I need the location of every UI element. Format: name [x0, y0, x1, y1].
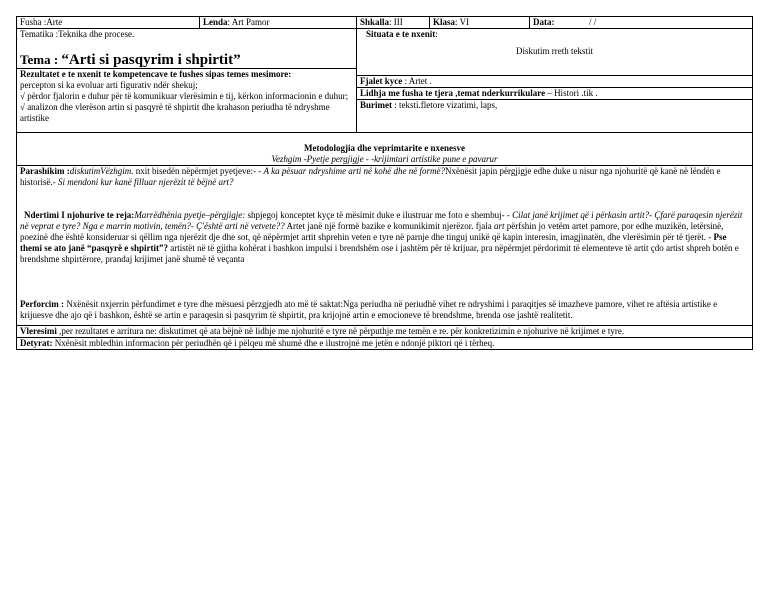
- situata-label: Situata e te nxenit: [366, 29, 436, 39]
- data-label: Data:: [533, 17, 555, 27]
- main-content-cell: [17, 166, 753, 326]
- detyrat-text: Nxënësit mbledhin informacion për periudhën që i pëlqeu më shumë dhe e ilustrojnë me jetën e ndonjë piktori që i tërheq.: [52, 338, 495, 348]
- klasa-value: : VI: [455, 17, 470, 27]
- ndertimi-question-1: Cilat janë krijimet që i përkasin artit?- Çfarë paraqesin njerëzit në veprat e tyre? Nga e marrin motivin, temën?- Ç'është arti në vetvete??: [20, 210, 743, 231]
- ndertimi-art-word: art: [493, 221, 505, 231]
- burimet-cell: [357, 100, 753, 133]
- ndertimi-text-3: përfshin jo vetëm artet pamore, por edhe muzikën, letërsinë, poezinë dhe është konsideruar si qëllim nga njerëzit dje dhe sot, që nëpërmjet artit shprehin veten e tyre në parnje dhe tinguj unikë që kapin interesin, imagjinatën, dhe vlerësimin për të tjerët. -: [20, 221, 724, 242]
- shkalla-label: Shkalla: [360, 17, 390, 27]
- fjalet-kyce-label: Fjalet kyce: [360, 76, 403, 86]
- fusha-label: Fusha :: [20, 17, 47, 27]
- ndertimi-question-2: Pse themi se ato janë “pasqyrë e shpirtit”?: [20, 232, 727, 253]
- metodologjia-subheading: Vezhgim -Pyetje pergjigje - -krijimtari artistike pune e pavarur: [271, 154, 498, 164]
- lesson-plan-page: [16, 16, 752, 350]
- vleresimi-cell: [17, 326, 753, 338]
- klasa-cell: [430, 17, 530, 29]
- perforcim-paragraph: [20, 299, 749, 321]
- parashikim-question-2: Si mendoni kur kanë filluar njerëzit të bëjnë art?: [58, 177, 234, 187]
- burimet-value: : teksti.fletore vizatimi, laps,: [392, 100, 498, 110]
- perforcim-label: Perforcim :: [20, 299, 65, 309]
- vleresimi-text: ,per rezultatet e arritura ne: diskutimet që ata bëjnë në lidhje me njohuritë e tyre në përputhje me temën e re. për konkretizimin e njohurive në krijimet e tyre.: [56, 326, 625, 336]
- rezultatet-cell: [17, 69, 357, 133]
- data-value: / /: [589, 17, 597, 27]
- parashikim-paragraph: [20, 166, 749, 188]
- rezultatet-line-1: percepton si ka evoluar arti figurativ ndër shekuj;: [20, 80, 198, 90]
- ndertimi-text-1: shpjegoj konceptet kyçe të mësimit duke e ilustruar me foto e shembuj- -: [245, 210, 513, 220]
- lenda-label: Lenda: [203, 17, 228, 27]
- parashikim-text-1: nxit bisedën nëpërmjet pyetjeve:- -: [133, 166, 264, 176]
- rezultatet-line-3: √ analizon dhe vlerëson artin si pasqyrë të shpirtit dhe krahason periudha të ndryshme artistike: [20, 102, 330, 123]
- detyrat-cell: [17, 338, 753, 350]
- parashikim-label: Parashikim :: [20, 166, 70, 176]
- situata-cell: [357, 29, 753, 76]
- tematika-tema-cell: [17, 29, 357, 69]
- ndertimi-method: Marrëdhënia pyetje–përgjigje:: [134, 210, 246, 220]
- data-cell: [530, 17, 753, 29]
- metodologjia-cell: [17, 133, 753, 166]
- parashikim-method: diskutimVëzhgim.: [69, 166, 134, 176]
- tema-label: Tema :: [20, 52, 59, 67]
- fusha-value: Arte: [46, 17, 63, 27]
- tema-line: [20, 52, 353, 68]
- situata-text: Diskutim rreth tekstit: [516, 46, 593, 56]
- klasa-label: Klasa: [433, 17, 456, 27]
- ndertimi-text-4: artistët në të gjitha kohërat i bashkon impulsi i brendshëm ose i jashtëm për të krijuar, pra nëpërmjet përdorimit të elementeve të artit çdo artist shpreh botën e brendshme shpirtërore, prandaj krijimet janë shumë të veçanta: [20, 243, 739, 264]
- lidhja-cell: [357, 88, 753, 100]
- fjalet-kyce-cell: [357, 76, 753, 88]
- metodologjia-heading: Metodologjia dhe veprimtarite e nxenesve: [304, 143, 465, 153]
- situata-colon: :: [435, 29, 438, 39]
- parashikim-text-2: Nxënësit japin përgjigje edhe duke u nisur nga njohuritë që kanë në lëndën e historisë.-: [20, 166, 721, 187]
- ndertimi-text-2: Artet janë një formë bazike e komunikimit njerëzor. fjala: [284, 221, 494, 231]
- fusha-cell: [17, 17, 200, 29]
- lidhja-label: Lidhja me fusha te tjera ,temat nderkurrikulare: [360, 88, 546, 98]
- tema-value: “Arti si pasqyrim i shpirtit”: [61, 52, 241, 68]
- shkalla-value: : III: [389, 17, 403, 27]
- lenda-value: : Art Pamor: [227, 17, 270, 27]
- ndertimi-label: Ndertimi I njohurive te reja:: [24, 210, 135, 220]
- detyrat-label: Detyrat:: [20, 338, 53, 348]
- fjalet-kyce-value: : Artet .: [402, 76, 432, 86]
- burimet-label: Burimet: [360, 100, 392, 110]
- parashikim-question-1: A ka pësuar ndryshime arti në kohë dhe në formë?: [263, 166, 446, 176]
- shkalla-cell: [357, 17, 430, 29]
- tematika-text: Tematika :Teknika dhe procese.: [20, 29, 135, 39]
- rezultatet-heading: Rezultatet e te nxenit te kompetencave te fushes sipas temes mesimore:: [20, 69, 292, 79]
- lidhja-value: – Histori .tik .: [545, 88, 598, 98]
- ndertimi-paragraph: [20, 210, 749, 265]
- lesson-plan-table: [16, 16, 753, 350]
- lenda-cell: [200, 17, 357, 29]
- rezultatet-line-2: √ përdor fjalorin e duhur për të komunikuar vlerësimin e tij, kërkon informacionin e duhur;: [20, 91, 349, 101]
- perforcim-text: Nxënësit nxjerrin përfundimet e tyre dhe mësuesi përzgjedh ato më të saktat:Nga periudha në periudhë vihet re ndryshimi i paraqitjes së imazheve pamore, vihet re aftësia artistike e krijuesve dhe ajo që i bashkon, është se artin e paraqesin si pasqyrim të shpirtit, pra krijojnë artin e emocioneve të brendshme, brenda ose jashtë realitetit.: [20, 299, 718, 320]
- vleresimi-label: Vleresimi: [20, 326, 57, 336]
